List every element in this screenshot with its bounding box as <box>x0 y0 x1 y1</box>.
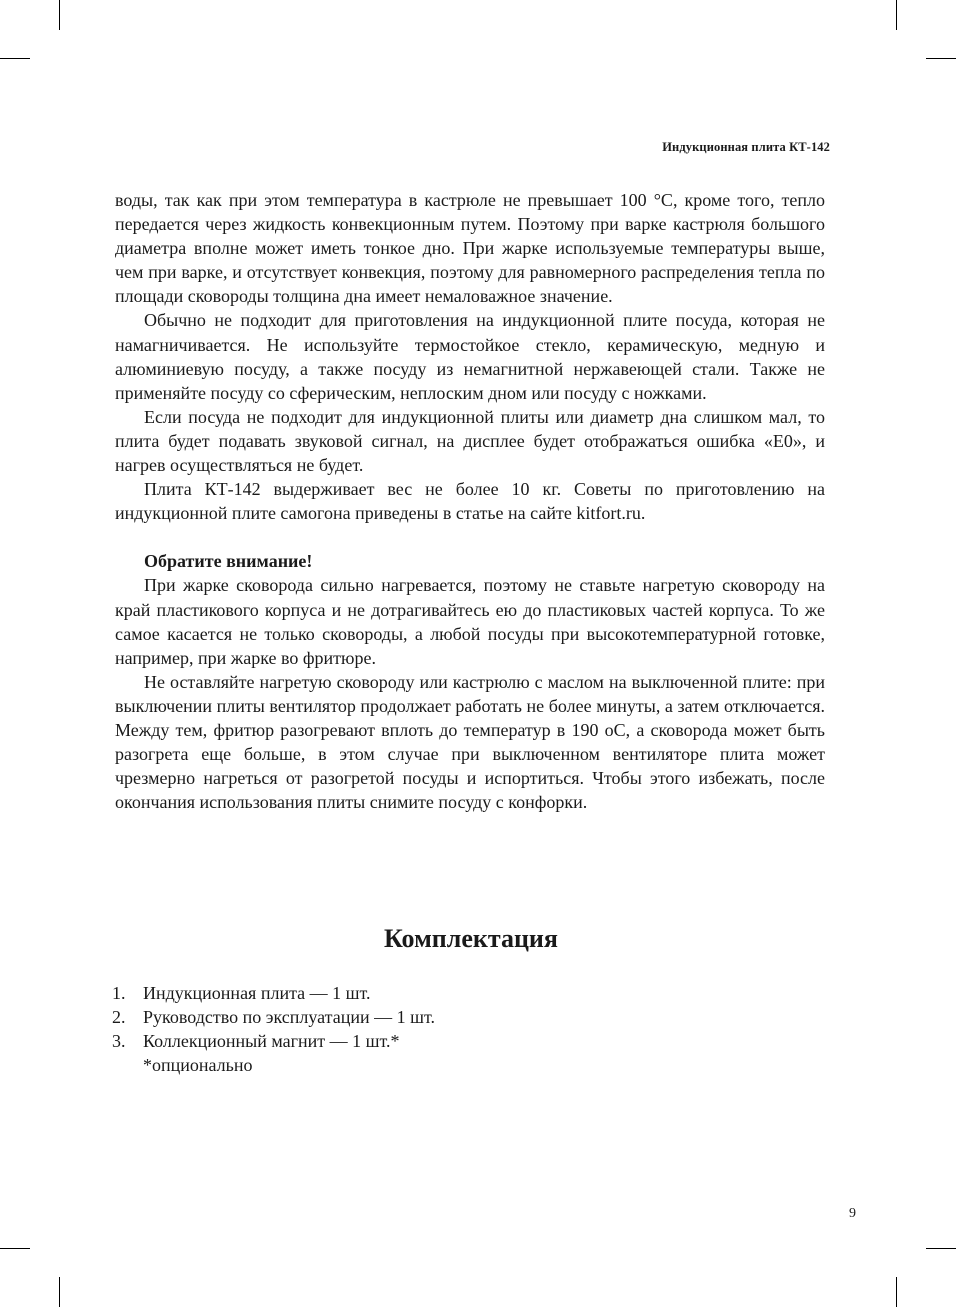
list-item-text: Индукционная плита — 1 шт. <box>143 983 371 1003</box>
crop-mark-bottom-right <box>896 1277 897 1307</box>
paragraph-error-e0: Если посуда не подходит для индукционной плиты или диаметр дна слишком мал, то плита будет подавать звуковой сигнал, на дисплее будет отображаться ошибка «Е0», и нагрев осуществляться не будет. <box>115 406 825 476</box>
note-paragraph-frying: При жарке сковорода сильно нагревается, поэтому не ставьте нагретую сковороду на край пластикового корпуса и не дотрагивайтесь ею до пластиковых частей корпуса. То же самое касается не только сковороды, а любой посуды при высокотемпературной готовке, например, при жарке во фритюре. <box>115 575 825 668</box>
list-item-number: 1. <box>112 983 126 1003</box>
crop-mark-bottom-left-horizontal <box>0 1248 30 1249</box>
list-item-text: Коллекционный магнит — 1 шт.* <box>143 1031 400 1052</box>
list-item <box>112 1029 435 1053</box>
list-item-number: 3. <box>112 1031 126 1052</box>
note-heading: Обратите внимание! <box>144 551 313 572</box>
page-number: 9 <box>849 1206 856 1221</box>
crop-mark-bottom-right-horizontal <box>926 1248 956 1249</box>
note-paragraph-fan: Не оставляйте нагретую сковороду или кастрюлю с маслом на выключенной плите: при выключении плиты вентилятор продолжает работать не более минуты, а затем отключается. Между тем, фритюр разогревают вплоть до температур в 190 оС, а сковорода может быть разогрета еще больше, в этом случае при выключенном вентиляторе плита может чрезмерно нагреться от разогретой посуды и испортиться. Чтобы этого избежать, после окончания использования плиты снимите посуду с конфорки. <box>115 671 825 813</box>
crop-mark-bottom-left <box>59 1277 60 1307</box>
paragraph-continued: воды, так как при этом температура в кастрюле не превышает 100 °С, кроме того, тепло передается через жидкость конвекционным путем. Поэтому при варке кастрюля большого диаметра вполне может иметь тонкое дно. При жарке используемые температуры выше, чем при варке, и отсутствует конвекция, поэтому для равномерного распределения тепла по площади сковороды толщина дна имеет немаловажное значение. <box>115 190 825 307</box>
list-item <box>112 981 435 1005</box>
list-item <box>112 1005 435 1029</box>
crop-mark-top-left-horizontal <box>0 58 30 59</box>
spacer <box>115 525 825 549</box>
crop-mark-top-left <box>59 0 60 30</box>
kit-footnote: *опционально <box>143 1055 253 1076</box>
kit-list <box>112 981 435 1077</box>
paragraph-max-weight: Плита КТ-142 выдерживает вес не более 10 кг. Советы по приготовлению на индукционной плите самогона приведены в статье на сайте kitfort.ru. <box>115 479 825 524</box>
body-text <box>115 188 825 814</box>
list-item-number: 2. <box>112 1007 126 1028</box>
crop-mark-top-right <box>896 0 897 30</box>
running-header: Индукционная плита КТ-142 <box>662 140 830 154</box>
list-item-text: Руководство по эксплуатации — 1 шт. <box>143 1007 435 1028</box>
crop-mark-top-right-horizontal <box>926 58 956 59</box>
paragraph-cookware: Обычно не подходит для приготовления на индукционной плите посуда, которая не намагничивается. Не используйте термостойкое стекло, керамическую, медную и алюминиевую посуду, а также посуду из немагнитной нержавеющей стали. Также не применяйте посуду со сферическим, неплоским дном или посуду с ножками. <box>115 310 825 403</box>
section-title: Комплектация <box>384 924 558 953</box>
